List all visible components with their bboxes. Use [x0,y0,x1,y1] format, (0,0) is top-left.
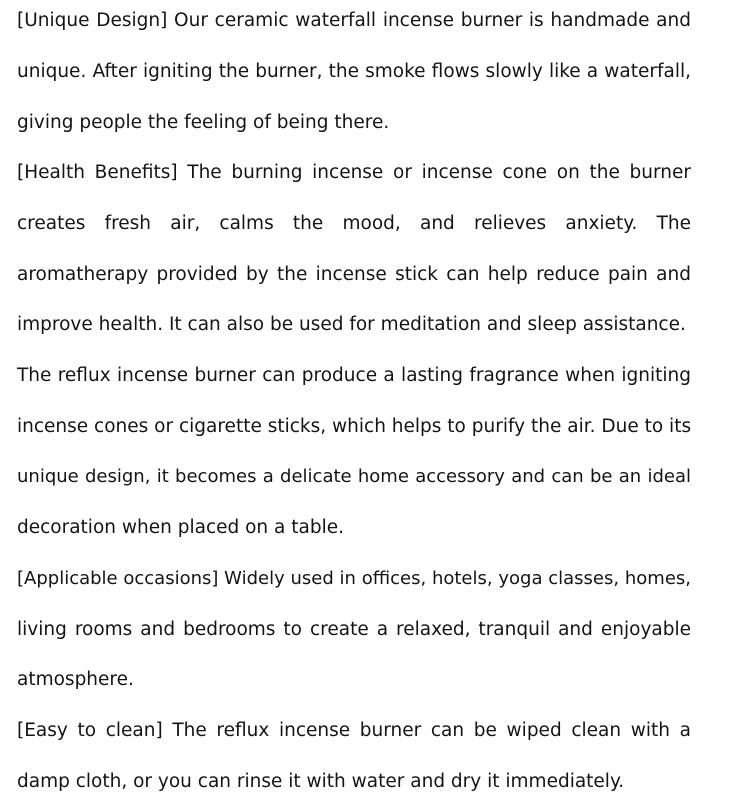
paragraph-reflux-burner-line-1: The reflux incense burner can produce a lasting fragrance when igniting [17,365,691,386]
paragraph-applicable-occasions-line-1: [Applicable occasions] Widely used in offices, hotels, yoga classes, homes, [17,568,691,589]
paragraph-unique-design-line-2: unique. After igniting the burner, the smoke flows slowly like a waterfall, [17,61,691,82]
paragraph-applicable-occasions-line-3: atmosphere. [17,669,134,690]
paragraph-unique-design-line-3: giving people the feeling of being there. [17,112,390,133]
paragraph-reflux-burner-line-4: decoration when placed on a table. [17,517,344,538]
paragraph-health-benefits-line-1: [Health Benefits] The burning incense or incense cone on the burner [17,162,691,183]
paragraph-easy-to-clean-line-1: [Easy to clean] The reflux incense burner can be wiped clean with a [17,720,691,741]
paragraph-health-benefits-line-4: improve health. It can also be used for meditation and sleep assistance. [17,314,686,335]
paragraph-applicable-occasions-line-2: living rooms and bedrooms to create a relaxed, tranquil and enjoyable [17,619,691,640]
paragraph-reflux-burner-line-2: incense cones or cigarette sticks, which helps to purify the air. Due to its [17,416,692,437]
paragraph-reflux-burner-line-3: unique design, it becomes a delicate home accessory and can be an ideal [17,466,691,487]
paragraph-unique-design-line-1: [Unique Design] Our ceramic waterfall incense burner is handmade and [17,10,691,31]
paragraph-health-benefits-line-2: creates fresh air, calms the mood, and relieves anxiety. The [17,213,691,234]
paragraph-easy-to-clean-line-2: damp cloth, or you can rinse it with water and dry it immediately. [17,771,625,792]
paragraph-health-benefits-line-3: aromatherapy provided by the incense stick can help reduce pain and [17,264,691,285]
